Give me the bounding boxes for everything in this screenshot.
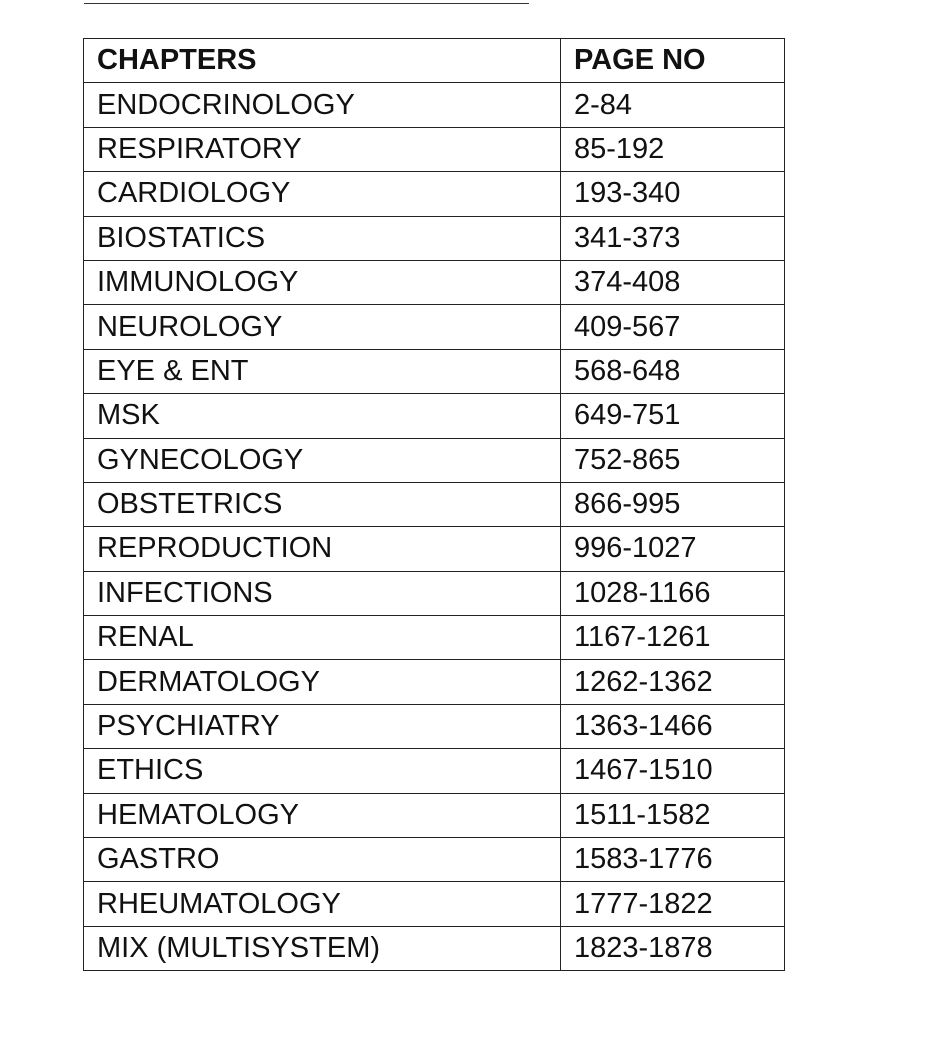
page-range-cell: 1777-1822 xyxy=(561,882,785,926)
table-row xyxy=(84,438,785,482)
page-range-cell: 866-995 xyxy=(561,482,785,526)
chapter-name-cell: DERMATOLOGY xyxy=(84,660,561,704)
header-chapters: CHAPTERS xyxy=(84,39,561,83)
table-row xyxy=(84,83,785,127)
page-range-cell: 1028-1166 xyxy=(561,571,785,615)
chapters-table xyxy=(83,38,785,971)
page-range-cell: 1583-1776 xyxy=(561,838,785,882)
chapter-name-cell: NEUROLOGY xyxy=(84,305,561,349)
chapter-name-cell: GASTRO xyxy=(84,838,561,882)
table-row xyxy=(84,172,785,216)
chapter-name-cell: REPRODUCTION xyxy=(84,527,561,571)
page-range-cell: 1467-1510 xyxy=(561,749,785,793)
page-range-cell: 2-84 xyxy=(561,83,785,127)
page-range-cell: 1363-1466 xyxy=(561,704,785,748)
table-row xyxy=(84,216,785,260)
page-range-cell: 374-408 xyxy=(561,260,785,304)
table-row xyxy=(84,571,785,615)
chapter-name-cell: GYNECOLOGY xyxy=(84,438,561,482)
table-row xyxy=(84,394,785,438)
page-range-cell: 1262-1362 xyxy=(561,660,785,704)
chapter-name-cell: CARDIOLOGY xyxy=(84,172,561,216)
top-divider-line xyxy=(84,3,529,4)
table-row xyxy=(84,482,785,526)
chapter-name-cell: RENAL xyxy=(84,616,561,660)
page-range-cell: 85-192 xyxy=(561,127,785,171)
chapter-name-cell: HEMATOLOGY xyxy=(84,793,561,837)
table-row xyxy=(84,616,785,660)
page-range-cell: 1511-1582 xyxy=(561,793,785,837)
chapter-name-cell: RESPIRATORY xyxy=(84,127,561,171)
table-row xyxy=(84,349,785,393)
chapter-name-cell: PSYCHIATRY xyxy=(84,704,561,748)
chapter-name-cell: EYE & ENT xyxy=(84,349,561,393)
table-row xyxy=(84,260,785,304)
page-range-cell: 568-648 xyxy=(561,349,785,393)
page-range-cell: 752-865 xyxy=(561,438,785,482)
page-range-cell: 341-373 xyxy=(561,216,785,260)
chapter-name-cell: ETHICS xyxy=(84,749,561,793)
chapter-name-cell: OBSTETRICS xyxy=(84,482,561,526)
page-range-cell: 193-340 xyxy=(561,172,785,216)
table-row xyxy=(84,660,785,704)
table-row xyxy=(84,838,785,882)
chapter-name-cell: RHEUMATOLOGY xyxy=(84,882,561,926)
header-page-no: PAGE NO xyxy=(561,39,785,83)
page-range-cell: 1823-1878 xyxy=(561,926,785,970)
table-row xyxy=(84,882,785,926)
table-row xyxy=(84,305,785,349)
chapter-name-cell: IMMUNOLOGY xyxy=(84,260,561,304)
table-body xyxy=(84,83,785,971)
page-range-cell: 649-751 xyxy=(561,394,785,438)
page-range-cell: 409-567 xyxy=(561,305,785,349)
table-row xyxy=(84,527,785,571)
page-range-cell: 1167-1261 xyxy=(561,616,785,660)
chapter-name-cell: MIX (MULTISYSTEM) xyxy=(84,926,561,970)
table-row xyxy=(84,793,785,837)
table-row xyxy=(84,704,785,748)
table-row xyxy=(84,926,785,970)
table-header-row xyxy=(84,39,785,83)
page-range-cell: 996-1027 xyxy=(561,527,785,571)
chapter-name-cell: BIOSTATICS xyxy=(84,216,561,260)
chapter-name-cell: MSK xyxy=(84,394,561,438)
chapter-name-cell: ENDOCRINOLOGY xyxy=(84,83,561,127)
chapter-name-cell: INFECTIONS xyxy=(84,571,561,615)
table-row xyxy=(84,127,785,171)
table-row xyxy=(84,749,785,793)
